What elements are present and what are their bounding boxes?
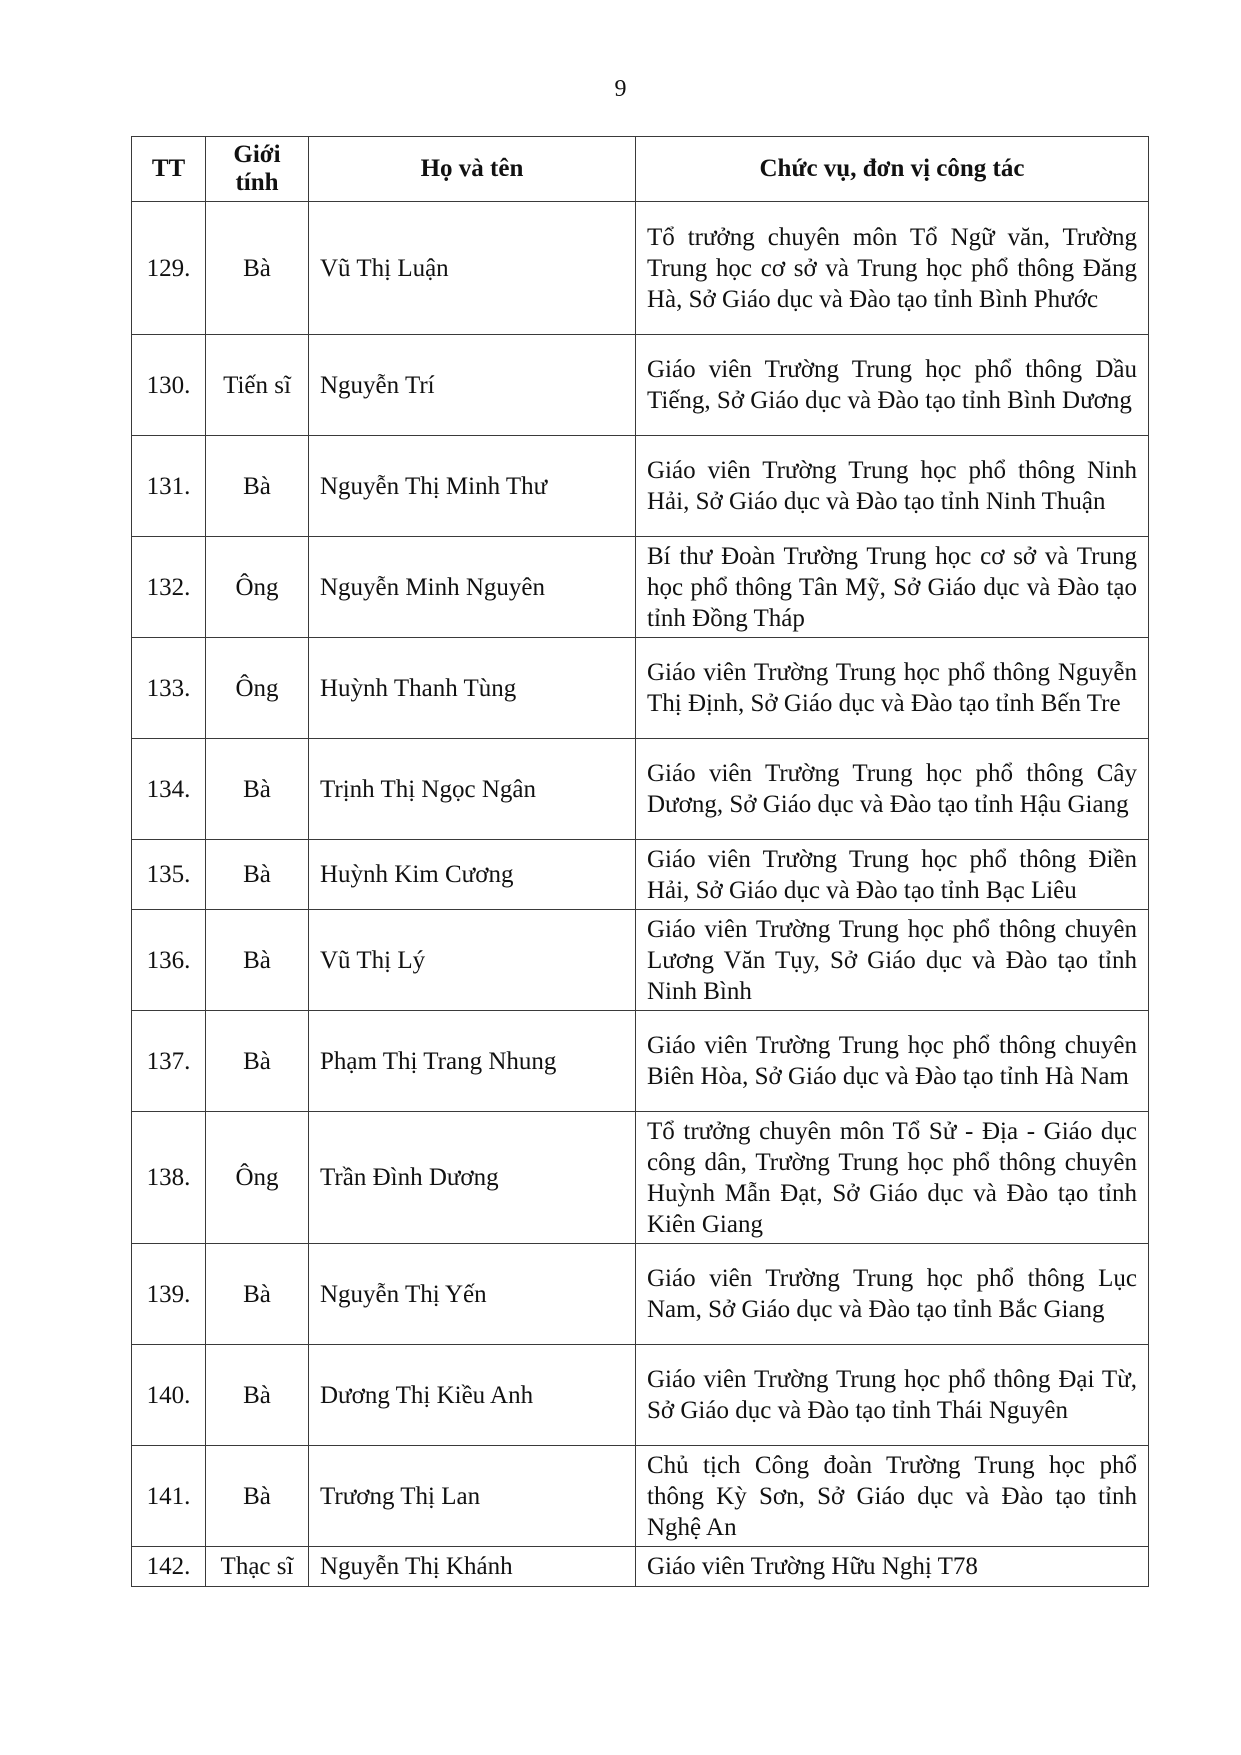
row-number: 135. — [132, 840, 206, 910]
table-row — [132, 1446, 1149, 1547]
row-position: Giáo viên Trường Trung học phổ thông Nguyễn Thị Định, Sở Giáo dục và Đào tạo tỉnh Bến Tre — [636, 638, 1149, 739]
row-number: 132. — [132, 537, 206, 638]
row-number: 129. — [132, 202, 206, 335]
row-gender: Ông — [206, 537, 309, 638]
row-number: 137. — [132, 1011, 206, 1112]
header-gender: Giới tính — [206, 137, 309, 202]
row-position: Giáo viên Trường Trung học phổ thông chuyên Biên Hòa, Sở Giáo dục và Đào tạo tỉnh Hà Nam — [636, 1011, 1149, 1112]
row-position: Giáo viên Trường Trung học phổ thông chuyên Lương Văn Tụy, Sở Giáo dục và Đào tạo tỉnh Ninh Bình — [636, 910, 1149, 1011]
table-row — [132, 1547, 1149, 1587]
row-position: Giáo viên Trường Trung học phổ thông Điền Hải, Sở Giáo dục và Đào tạo tỉnh Bạc Liêu — [636, 840, 1149, 910]
row-name: Nguyễn Thị Yến — [309, 1244, 636, 1345]
row-gender: Thạc sĩ — [206, 1547, 309, 1587]
table-row — [132, 1244, 1149, 1345]
row-gender: Ông — [206, 638, 309, 739]
row-gender: Bà — [206, 1345, 309, 1446]
row-name: Huỳnh Kim Cương — [309, 840, 636, 910]
row-name: Phạm Thị Trang Nhung — [309, 1011, 636, 1112]
row-gender: Tiến sĩ — [206, 335, 309, 436]
row-name: Nguyễn Minh Nguyên — [309, 537, 636, 638]
row-number: 142. — [132, 1547, 206, 1587]
row-gender: Bà — [206, 202, 309, 335]
row-gender: Bà — [206, 1244, 309, 1345]
table-row — [132, 436, 1149, 537]
row-name: Nguyễn Trí — [309, 335, 636, 436]
row-number: 138. — [132, 1112, 206, 1244]
table-row — [132, 840, 1149, 910]
row-gender: Bà — [206, 436, 309, 537]
row-name: Nguyễn Thị Khánh — [309, 1547, 636, 1587]
row-position: Giáo viên Trường Trung học phổ thông Dầu Tiếng, Sở Giáo dục và Đào tạo tỉnh Bình Dương — [636, 335, 1149, 436]
row-position: Giáo viên Trường Trung học phổ thông Ninh Hải, Sở Giáo dục và Đào tạo tỉnh Ninh Thuận — [636, 436, 1149, 537]
table-header-row — [132, 137, 1149, 202]
row-name: Trịnh Thị Ngọc Ngân — [309, 739, 636, 840]
table-row — [132, 910, 1149, 1011]
table-row — [132, 202, 1149, 335]
table-row — [132, 739, 1149, 840]
row-name: Vũ Thị Lý — [309, 910, 636, 1011]
row-position: Tổ trưởng chuyên môn Tổ Ngữ văn, Trường Trung học cơ sở và Trung học phổ thông Đăng Hà, Sở Giáo dục và Đào tạo tỉnh Bình Phước — [636, 202, 1149, 335]
row-gender: Bà — [206, 1446, 309, 1547]
header-tt: TT — [132, 137, 206, 202]
row-position: Chủ tịch Công đoàn Trường Trung học phổ thông Kỳ Sơn, Sở Giáo dục và Đào tạo tỉnh Nghệ An — [636, 1446, 1149, 1547]
row-name: Trần Đình Dương — [309, 1112, 636, 1244]
row-gender: Bà — [206, 1011, 309, 1112]
row-number: 140. — [132, 1345, 206, 1446]
row-position: Tổ trưởng chuyên môn Tổ Sử - Địa - Giáo dục công dân, Trường Trung học phổ thông chuyên Huỳnh Mẫn Đạt, Sở Giáo dục và Đào tạo tỉnh Kiên Giang — [636, 1112, 1149, 1244]
row-gender: Bà — [206, 739, 309, 840]
row-number: 131. — [132, 436, 206, 537]
row-name: Trương Thị Lan — [309, 1446, 636, 1547]
personnel-table — [131, 136, 1149, 1587]
table-row — [132, 1011, 1149, 1112]
row-gender: Bà — [206, 840, 309, 910]
row-position: Giáo viên Trường Trung học phổ thông Cây Dương, Sở Giáo dục và Đào tạo tỉnh Hậu Giang — [636, 739, 1149, 840]
page-number: 9 — [614, 76, 627, 102]
table-row — [132, 537, 1149, 638]
row-number: 134. — [132, 739, 206, 840]
table-row — [132, 1112, 1149, 1244]
row-name: Huỳnh Thanh Tùng — [309, 638, 636, 739]
row-position: Giáo viên Trường Trung học phổ thông Đại Từ, Sở Giáo dục và Đào tạo tỉnh Thái Nguyên — [636, 1345, 1149, 1446]
row-name: Nguyễn Thị Minh Thư — [309, 436, 636, 537]
row-number: 130. — [132, 335, 206, 436]
table-row — [132, 638, 1149, 739]
header-name: Họ và tên — [309, 137, 636, 202]
table-row — [132, 335, 1149, 436]
row-name: Dương Thị Kiều Anh — [309, 1345, 636, 1446]
row-number: 133. — [132, 638, 206, 739]
row-gender: Bà — [206, 910, 309, 1011]
row-gender: Ông — [206, 1112, 309, 1244]
row-number: 141. — [132, 1446, 206, 1547]
row-position: Giáo viên Trường Trung học phổ thông Lục Nam, Sở Giáo dục và Đào tạo tỉnh Bắc Giang — [636, 1244, 1149, 1345]
table-row — [132, 1345, 1149, 1446]
row-number: 139. — [132, 1244, 206, 1345]
row-number: 136. — [132, 910, 206, 1011]
row-position: Giáo viên Trường Hữu Nghị T78 — [636, 1547, 1149, 1587]
row-position: Bí thư Đoàn Trường Trung học cơ sở và Trung học phổ thông Tân Mỹ, Sở Giáo dục và Đào tạo tỉnh Đồng Tháp — [636, 537, 1149, 638]
row-name: Vũ Thị Luận — [309, 202, 636, 335]
header-position: Chức vụ, đơn vị công tác — [636, 137, 1149, 202]
